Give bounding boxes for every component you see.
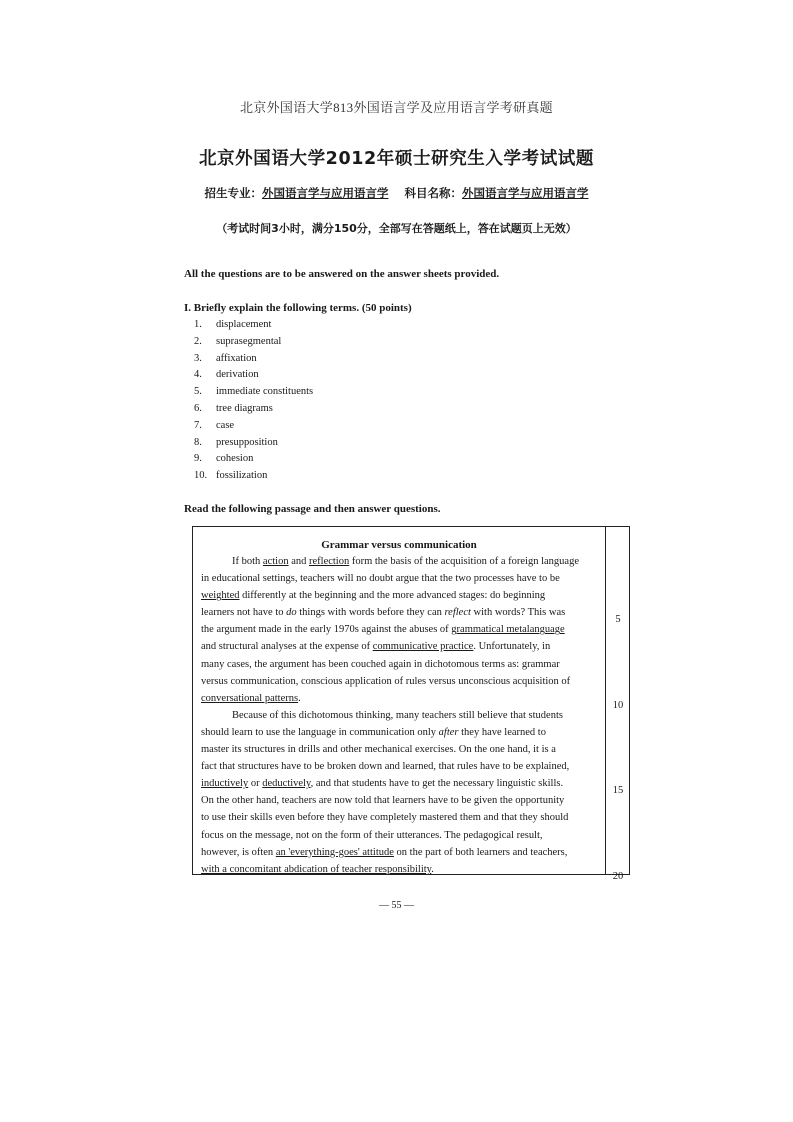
passage-line — [201, 553, 603, 570]
text-segment: with words? This was — [470, 607, 566, 619]
section1-title: I. Briefly explain the following terms. (50 points) — [184, 302, 412, 314]
read-prompt: Read the following passage and then answer questions. — [184, 503, 441, 515]
line-number: 20 — [612, 870, 624, 882]
text-segment: things with words before they can — [296, 607, 445, 619]
text-segment: or — [248, 778, 263, 790]
underlined-phrase: action — [262, 556, 289, 567]
term-text: fossilization — [216, 470, 268, 482]
text-segment: form the basis of the acquisition of a foreign language — [349, 556, 579, 567]
term-number: 4. — [194, 369, 202, 381]
passage-line — [201, 724, 603, 741]
term-number: 6. — [194, 402, 202, 414]
term-item — [194, 317, 313, 334]
italic-word: reflect — [444, 607, 471, 619]
major-label: 招生专业： — [204, 186, 262, 200]
italic-word: do — [286, 607, 297, 619]
underlined-phrase: conversational patterns — [201, 692, 299, 704]
subject-label: 科目名称： — [404, 186, 462, 200]
term-number: 3. — [194, 352, 202, 364]
instructions: All the questions are to be answered on the answer sheets provided. — [184, 268, 500, 280]
terms-list — [194, 317, 313, 485]
text-segment: , and that students have to get the necessary linguistic skills. — [310, 778, 564, 790]
underlined-phrase: grammatical metalanguage — [451, 624, 565, 636]
underlined-phrase: an 'everything-goes' attitude — [275, 846, 394, 858]
passage-line — [201, 809, 603, 826]
text-segment: versus communication, conscious application of rules versus unconscious acquisition of — [201, 675, 571, 687]
term-text: derivation — [216, 369, 259, 381]
term-item — [194, 401, 313, 418]
underlined-phrase: with a concomitant abdication of teacher responsibility — [201, 863, 432, 875]
underlined-phrase: communicative practice — [372, 641, 474, 653]
page-number: — 55 — — [379, 900, 414, 911]
passage-line — [201, 707, 603, 724]
passage-line — [201, 690, 603, 707]
line-number-column — [605, 527, 630, 882]
text-segment: If both — [232, 556, 263, 567]
major-subject-line — [0, 185, 793, 201]
text-segment: On the other hand, teachers are now told that learners have to be given the opportunity — [201, 795, 565, 807]
exam-title: 北京外国语大学2012年硕士研究生入学考试试题 — [198, 149, 594, 169]
line-number: 10 — [612, 699, 624, 711]
text-segment: many cases, the argument has been couched again in dichotomous terms as: grammar — [201, 658, 560, 670]
passage-line — [201, 638, 603, 655]
text-segment: and structural analyses at the expense of — [201, 641, 373, 653]
term-number: 9. — [194, 453, 202, 465]
passage-title: Grammar versus communication — [321, 539, 477, 551]
passage-line — [201, 656, 603, 673]
text-segment: however, is often — [201, 846, 276, 858]
text-segment: they have learned to — [458, 726, 546, 738]
underlined-phrase: reflection — [309, 556, 350, 567]
term-text: tree diagrams — [216, 402, 273, 414]
term-text: immediate constituents — [216, 386, 314, 398]
text-segment: . — [431, 863, 434, 875]
term-text: cohesion — [216, 453, 254, 465]
term-item — [194, 451, 313, 468]
term-text: presupposition — [216, 436, 278, 448]
passage-line — [201, 844, 603, 861]
term-text: affixation — [216, 352, 257, 364]
passage-line — [201, 792, 603, 809]
term-item — [194, 334, 313, 351]
text-segment: on the part of both learners and teachers, — [393, 846, 568, 858]
passage-line — [201, 621, 603, 638]
line-number: 15 — [612, 785, 624, 797]
term-item — [194, 468, 313, 485]
term-text: case — [216, 419, 235, 431]
term-item — [194, 384, 313, 401]
text-segment: in educational settings, teachers will no doubt argue that the two processes have to be — [201, 573, 560, 585]
passage-line — [201, 861, 603, 878]
underlined-phrase: weighted — [201, 590, 240, 602]
subject-value: 外国语言学与应用语言学 — [462, 186, 589, 200]
exam-note: （考试时间3小时，满分150分，全部写在答题纸上，答在试题页上无效） — [216, 222, 577, 235]
passage-line — [201, 827, 603, 844]
term-number: 10. — [194, 470, 208, 482]
term-item — [194, 435, 313, 452]
passage-line — [201, 673, 603, 690]
term-number: 1. — [194, 319, 202, 330]
line-number: 5 — [615, 614, 621, 626]
text-segment: differently at the beginning and the more advanced stages: do beginning — [239, 590, 546, 602]
text-segment: should learn to use the language in communication only — [201, 726, 439, 738]
text-segment: focus on the message, not on the form of their utterances. The pedagogical result, — [201, 829, 543, 841]
text-segment: . Unfortunately, in — [473, 641, 551, 653]
text-segment: Because of this dichotomous thinking, many teachers still believe that students — [232, 709, 563, 721]
major-value: 外国语言学与应用语言学 — [261, 186, 389, 200]
term-item — [194, 367, 313, 384]
text-segment: to use their skills even before they have completely mastered them and that they should — [201, 812, 569, 824]
header-note: 北京外国语大学813外国语言学及应用语言学考研真题 — [239, 100, 553, 115]
passage-line — [201, 604, 603, 621]
underlined-phrase: deductively — [262, 778, 311, 790]
text-segment: fact that structures have to be broken down and learned, that rules have to be explained, — [201, 761, 570, 773]
italic-word: after — [438, 726, 459, 738]
text-segment: the argument made in the early 1970s against the abuses of — [201, 624, 452, 636]
passage-text — [201, 553, 603, 878]
term-item — [194, 418, 313, 435]
text-segment: and — [288, 556, 309, 567]
passage-line — [201, 570, 603, 587]
term-text: suprasegmental — [216, 335, 282, 347]
passage-line — [201, 587, 603, 604]
text-segment: . — [298, 692, 301, 704]
text-segment: master its structures in drills and other mechanical exercises. On the one hand, it is a — [201, 744, 556, 756]
passage-line — [201, 775, 603, 792]
term-number: 8. — [194, 436, 202, 448]
passage-line — [201, 741, 603, 758]
passage-line — [201, 758, 603, 775]
term-number: 5. — [194, 386, 202, 398]
passage-box — [192, 526, 630, 882]
term-number: 2. — [194, 335, 202, 347]
term-number: 7. — [194, 419, 202, 431]
term-item — [194, 351, 313, 368]
term-text: displacement — [216, 319, 272, 330]
text-segment: learners not have to — [201, 607, 287, 619]
underlined-phrase: inductively — [201, 778, 249, 790]
